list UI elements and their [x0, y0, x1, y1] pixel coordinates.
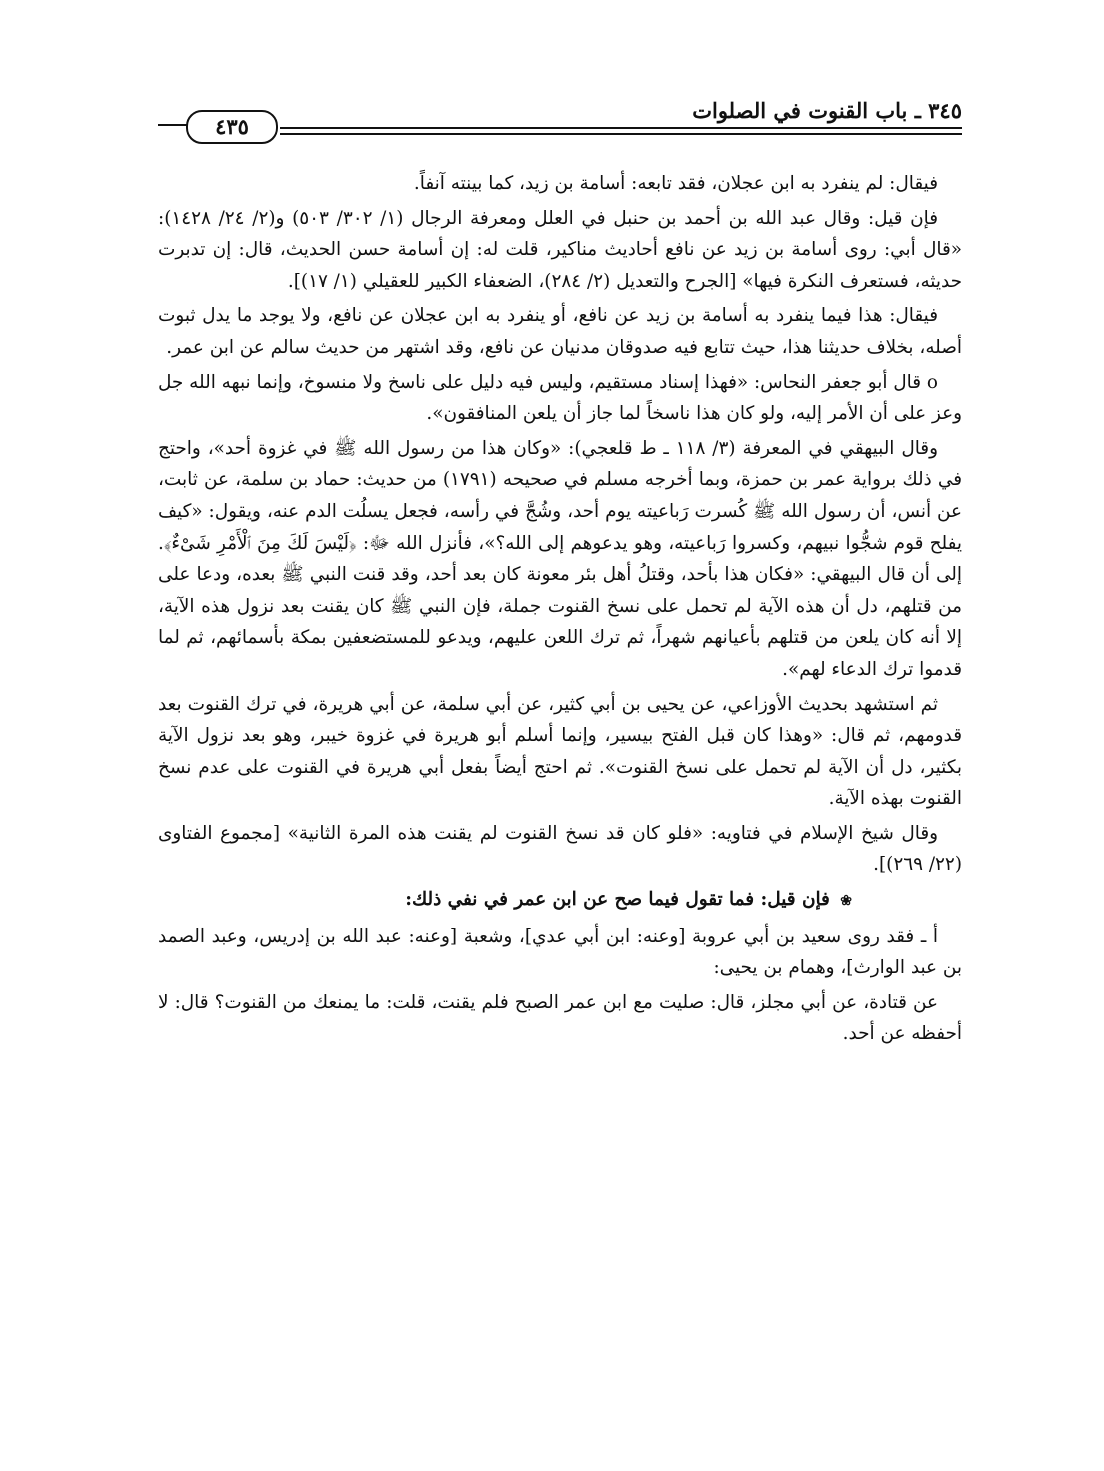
- question-heading: [158, 884, 962, 918]
- paragraph: عن قتادة، عن أبي مجلز، قال: صليت مع ابن عمر الصبح فلم يقنت، قلت: ما يمنعك من القنوت؟ قال: لا أحفظه عن أحد.: [158, 991, 962, 1045]
- book-page: [158, 92, 962, 1053]
- chapter-title: ٣٤٥ ـ باب القنوت في الصلوات: [692, 98, 962, 123]
- paragraph: ثم استشهد بحديث الأوزاعي، عن يحيى بن أبي كثير، عن أبي سلمة، عن أبي هريرة، في ترك القنوت بعد قدومهم، ثم قال: «وهذا كان قبل الفتح بيسير، وإنما أسلم أبو هريرة في غزوة خيبر، وهو بعد نزول الآية بكثير، دل أن الآية لم تحمل على نسخ القنوت». ثم احتج أيضاً بفعل أبي هريرة في القنوت على عدم نسخ القنوت بهذه الآية.: [158, 693, 962, 810]
- paragraph: فإن قيل: وقال عبد الله بن أحمد بن حنبل في العلل ومعرفة الرجال (١/ ٣٠٢/ ٥٠٣) و(٢/ ٢٤/ ١٤٢٨): «قال أبي: روى أسامة بن زيد عن نافع أحاديث مناكير، قلت له: إن أسامة حسن الحديث، قال: إن تدبرت حديثه، فستعرف النكرة فيها» [الجرح والتعديل (٢/ ٢٨٤)، الضعفاء الكبير للعقيلي (١/ ١٧)].: [158, 207, 962, 292]
- page-number-tail: [158, 124, 188, 126]
- paragraph: وقال البيهقي في المعرفة (٣/ ١١٨ ـ ط قلعجي): «وكان هذا من رسول الله ﷺ في غزوة أحد»، واحتج في ذلك برواية عمر بن حمزة، وبما أخرجه مسلم في صحيحه (١٧٩١) من حديث: حماد بن سلمة، عن ثابت، عن أنس، أن رسول الله ﷺ كُسرت رَباعيته يوم أحد، وشُجَّ في رأسه، فجعل يسلُت الدم عنه، ويقول: «كيف يفلح قوم شجُّوا نبيهم، وكسروا رَباعيته، وهو يدعوهم إلى الله؟»، فأنزل الله ﷻ: ﴿لَيْسَ لَكَ مِنَ ٱلْأَمْرِ شَىْءٌ﴾. إلى أن قال البيهقي: «فكان هذا بأحد، وقتلُ أهل بئر معونة كان بعد أحد، وقد قنت النبي ﷺ بعده، ودعا على من قتلهم، دل أن هذه الآية لم تحمل على نسخ القنوت جملة، فإن النبي ﷺ كان يقنت بعد نزول هذه الآية، إلا أنه كان يلعن من قتلهم بأعيانهم شهراً، ثم ترك اللعن عليهم، ويدعو للمستضعفين بمكة بأسمائهم، ثم لما قدموا ترك الدعاء لهم».: [158, 437, 962, 680]
- paragraph: o قال أبو جعفر النحاس: «فهذا إسناد مستقيم، وليس فيه دليل على ناسخ ولا منسوخ، وإنما نبهه الله جل وعز على أن الأمر إليه، ولو كان هذا ناسخاً لما جاز أن يلعن المنافقون».: [158, 371, 962, 425]
- paragraph: فيقال: هذا فيما ينفرد به أسامة بن زيد عن نافع، أو ينفرد به ابن عجلان عن نافع، ولا يوجد ما يدل ثبوت أصله، بخلاف حديثنا هذا، حيث تتابع فيه صدوقان مدنيان عن نافع، وقد اشتهر من حديث سالم عن ابن عمر.: [158, 305, 962, 358]
- header-rule-top: [280, 127, 962, 129]
- page-number-badge: [186, 110, 278, 144]
- page-number: ٤٣٥: [215, 114, 249, 139]
- page-body: [158, 168, 962, 1050]
- paragraph: وقال شيخ الإسلام في فتاويه: «فلو كان قد نسخ القنوت لم يقنت هذه المرة الثانية» [مجموع الفتاوى (٢٢/ ٢٦٩)].: [158, 822, 962, 876]
- flower-icon: ❀: [840, 893, 852, 910]
- header-rule-bottom: [280, 133, 962, 135]
- paragraph: أ ـ فقد روى سعيد بن أبي عروبة [وعنه: ابن أبي عدي]، وشعبة [وعنه: عبد الله بن إدريس، وعبد الصمد بن عبد الوارث]، وهمام بن يحيى:: [158, 925, 962, 979]
- question-text: فإن قيل: فما تقول فيما صح عن ابن عمر في نفي ذلك:: [405, 889, 830, 911]
- page-header: [158, 92, 962, 140]
- paragraph: فيقال: لم ينفرد به ابن عجلان، فقد تابعه: أسامة بن زيد، كما بينته آنفاً.: [413, 173, 938, 194]
